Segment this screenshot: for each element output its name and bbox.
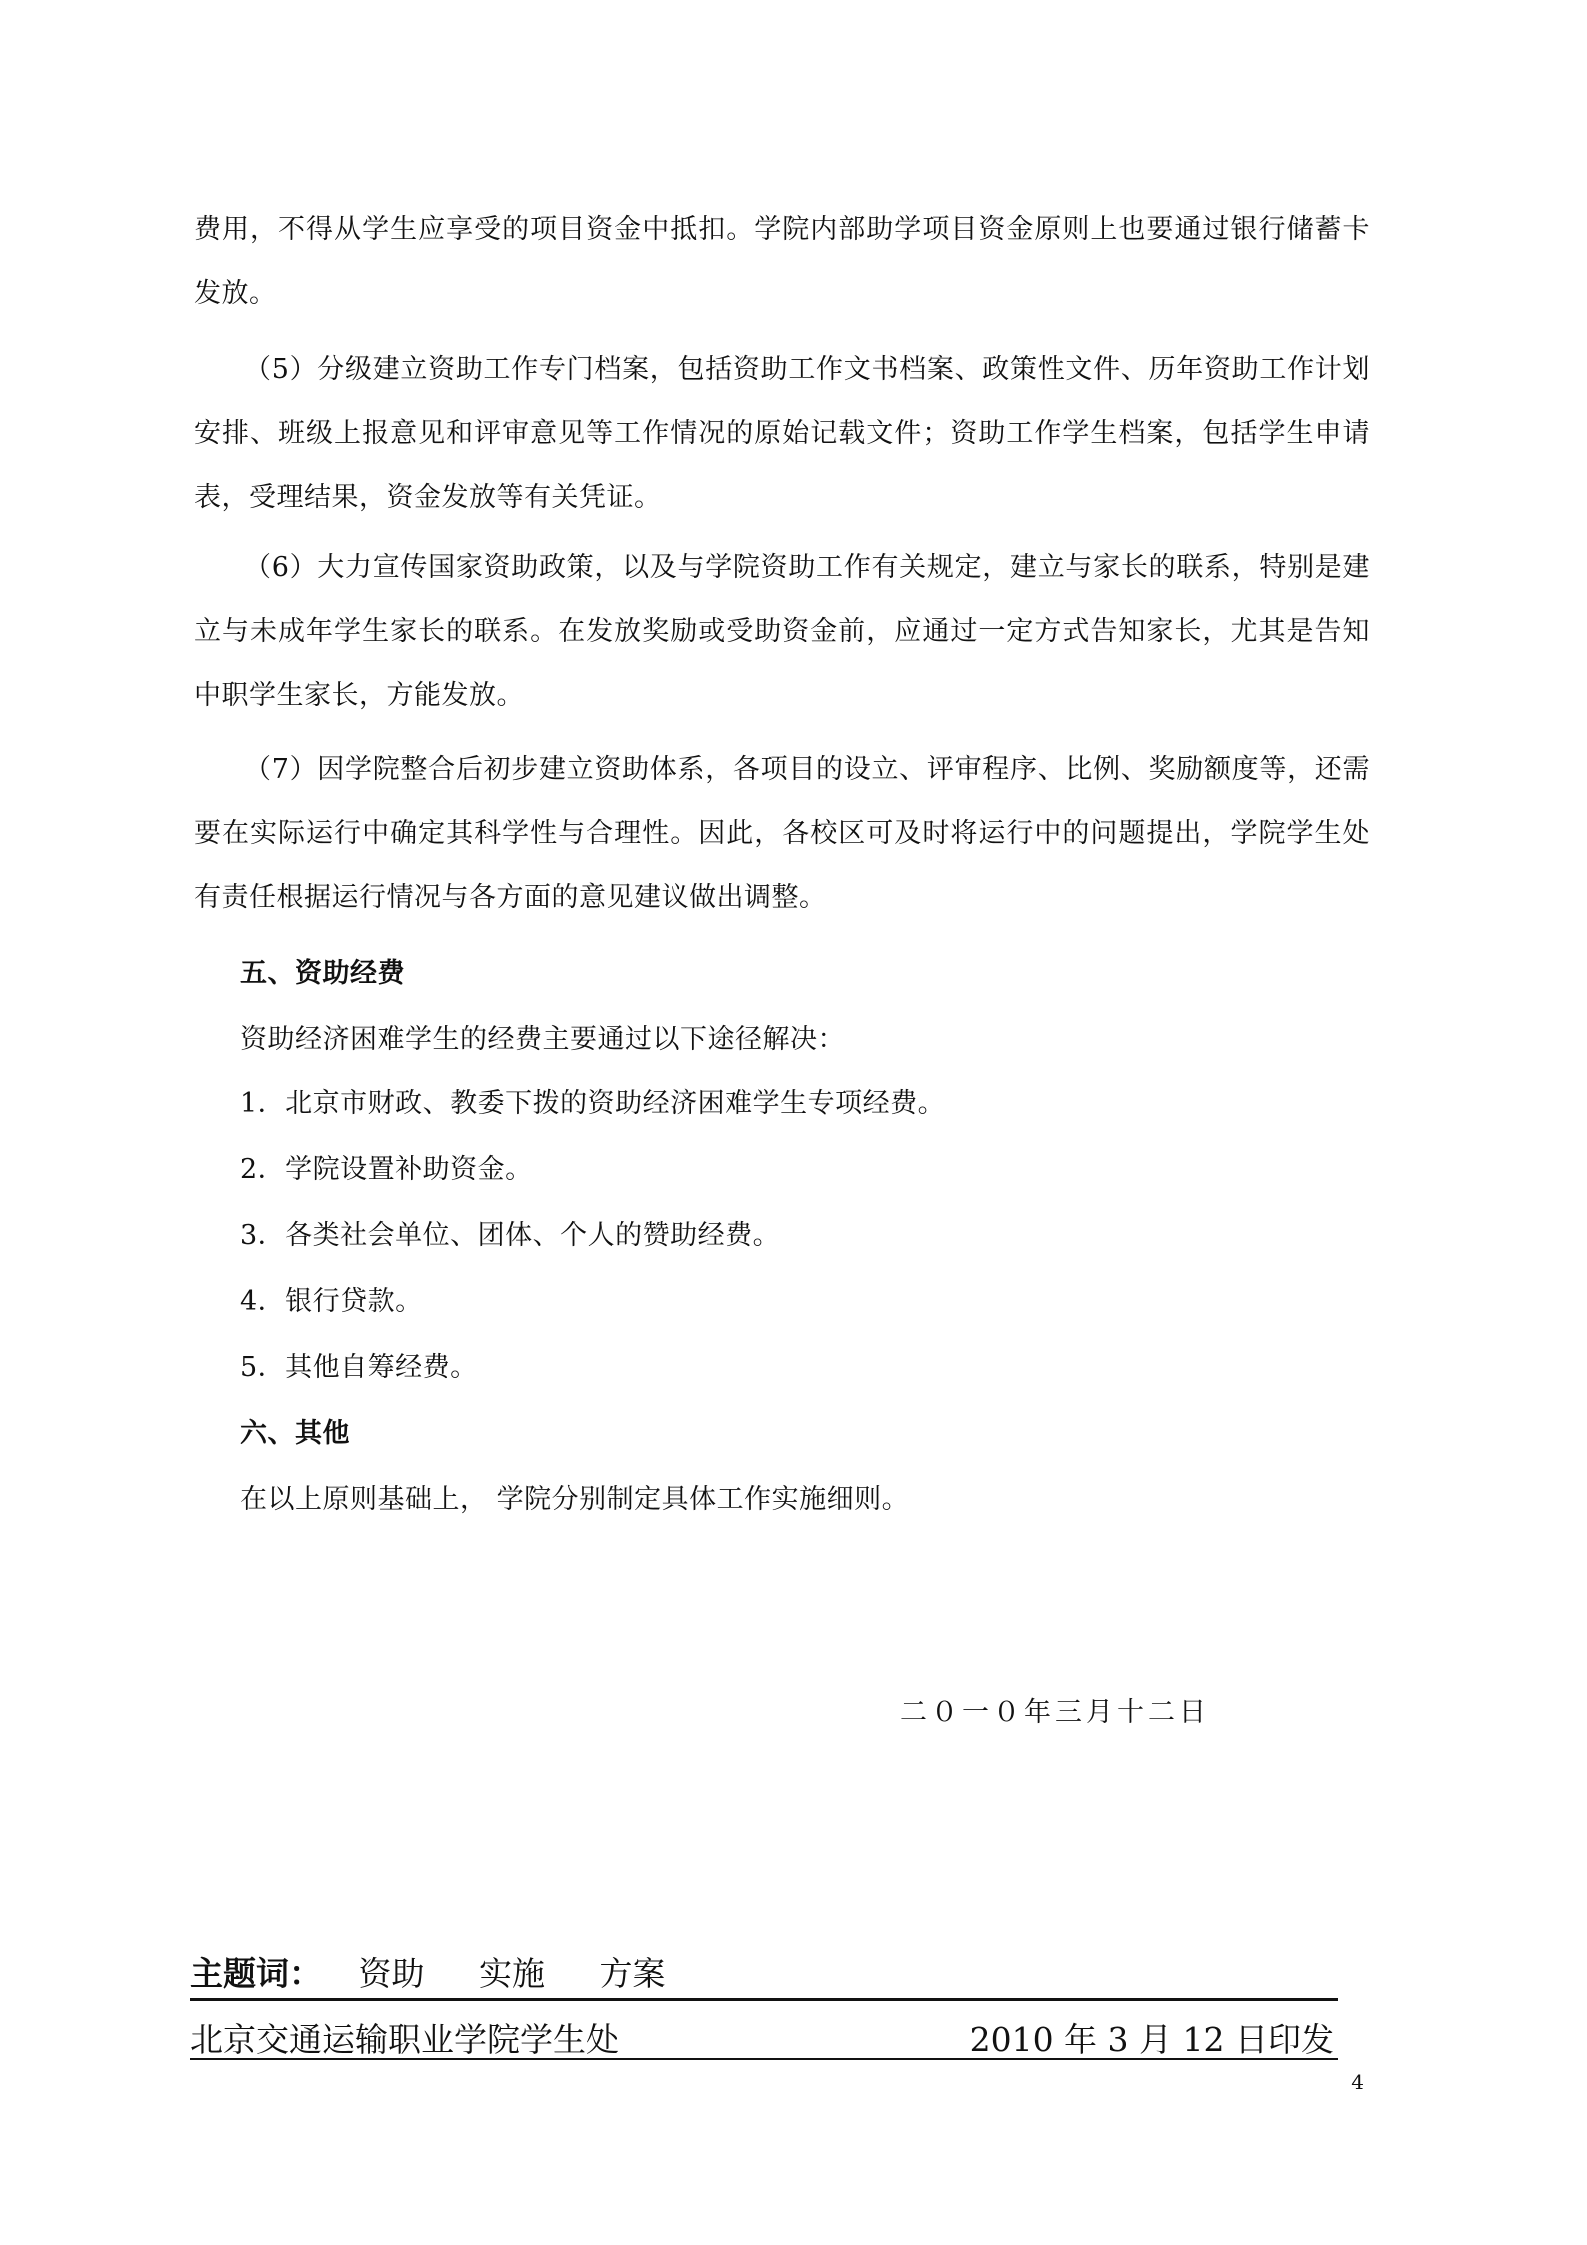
- other-text: 在以上原则基础上， 学院分别制定具体工作实施细则。: [240, 1484, 910, 1515]
- funding-item-4: 4．银行贷款。: [240, 1286, 423, 1317]
- keyword: 资助: [358, 1954, 425, 1993]
- funding-item-5: 5．其他自筹经费。: [240, 1352, 478, 1383]
- funding-item-1: 1．北京市财政、教委下拨的资助经济困难学生专项经费。: [240, 1088, 946, 1119]
- keyword: 方案: [599, 1954, 666, 1993]
- funding-item-2: 2．学院设置补助资金。: [240, 1154, 533, 1185]
- keywords-label: 主题词：: [190, 1954, 322, 1993]
- section-heading-funding: 五、资助经费: [240, 958, 405, 989]
- issuer-name: 北京交通运输职业学院学生处: [190, 2020, 619, 2059]
- paragraph-item-7: （7）因学院整合后初步建立资助体系，各项目的设立、评审程序、比例、奖励额度等，还需要在实际运行中确定其科学性与合理性。因此，各校区可及时将运行中的问题提出，学院学生处有责任根据运行情况与各方面的意见建议做出调整。: [194, 754, 1370, 913]
- paragraph-item-5: （5）分级建立资助工作专门档案，包括资助工作文书档案、政策性文件、历年资助工作计划安排、班级上报意见和评审意见等工作情况的原始记载文件；资助工作学生档案，包括学生申请表，受理结果，资金发放等有关凭证。: [194, 354, 1370, 513]
- funding-intro: 资助经济困难学生的经费主要通过以下途径解决：: [240, 1024, 845, 1055]
- paragraph-continuation: 费用，不得从学生应享受的项目资金中抵扣。学院内部助学项目资金原则上也要通过银行储蓄卡发放。: [194, 214, 1370, 309]
- issue-date: 2010 年 3 月 12 日印发: [969, 2020, 1334, 2059]
- document-date: 二０一０年三月十二日: [900, 1697, 1210, 1728]
- keywords-row: [190, 1948, 1338, 2001]
- funding-item-3: 3．各类社会单位、团体、个人的赞助经费。: [240, 1220, 781, 1251]
- keyword: 实施: [479, 1954, 545, 1993]
- section-heading-other: 六、其他: [240, 1418, 350, 1449]
- page-number: 4: [1351, 2070, 1364, 2094]
- paragraph-item-6: （6）大力宣传国家资助政策，以及与学院资助工作有关规定，建立与家长的联系，特别是建立与未成年学生家长的联系。在发放奖励或受助资金前，应通过一定方式告知家长，尤其是告知中职学生家长，方能发放。: [194, 552, 1370, 711]
- issuer-row: [190, 2010, 1338, 2060]
